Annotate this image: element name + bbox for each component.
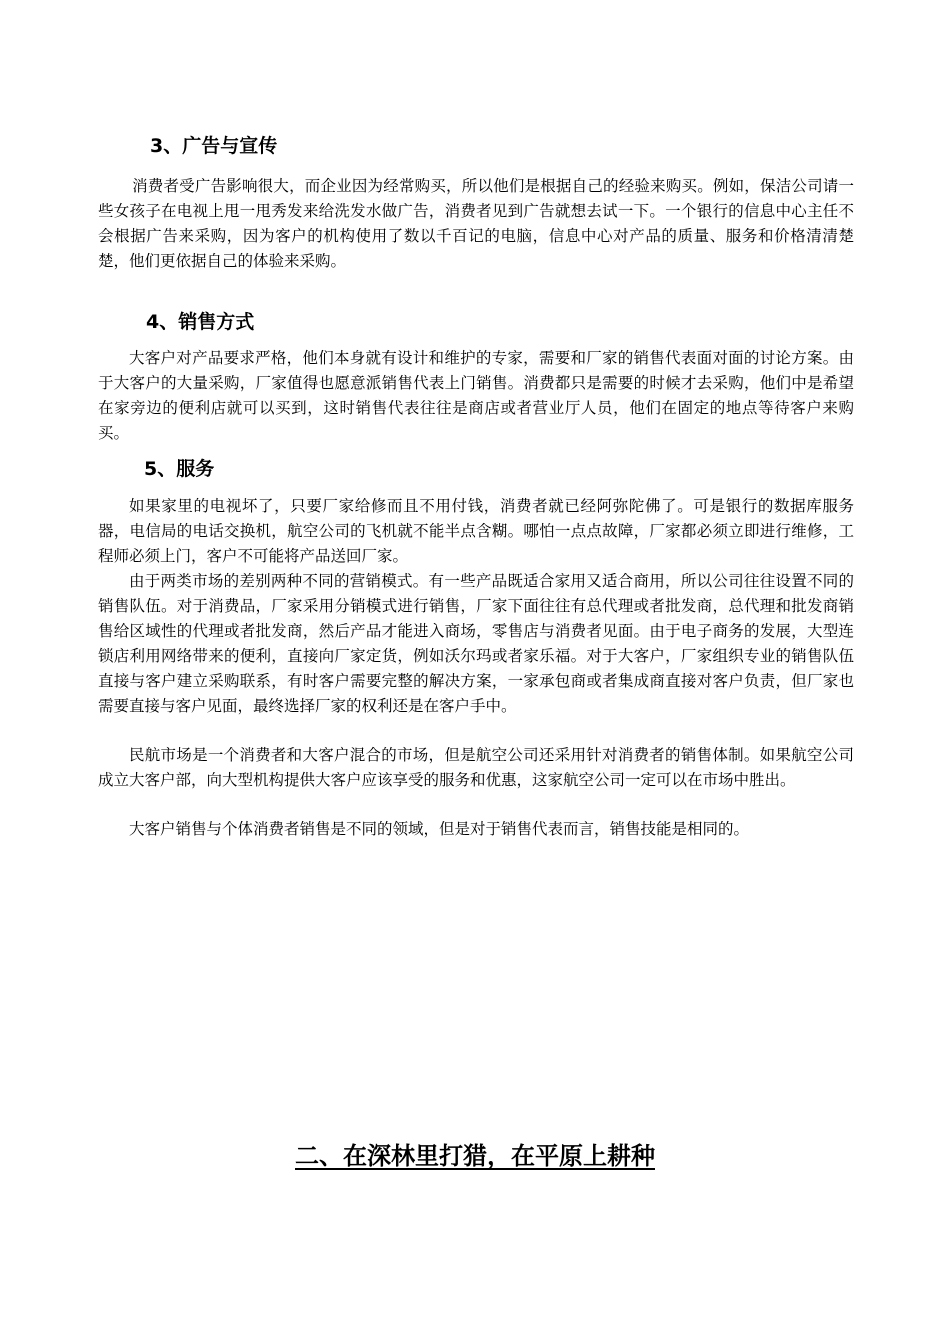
paragraph-service-2: 由于两类市场的差别两种不同的营销模式。有一些产品既适合家用又适合商用，所以公司往往设置不同的销售队伍。对于消费品，厂家采用分销模式进行销售，厂家下面往往有总代理或者批发商，总代理和批发商销售给区域性的代理或者批发商，然后产品才能进入商场，零售店与消费者见面。由于电子商务的发展，大型连锁店利用网络带来的便利，直接向厂家定货，例如沃尔玛或者家乐福。对于大客户，厂家组织专业的销售队伍直接与客户建立采购联系，有时客户需要完整的解决方案，一家承包商或者集成商直接对客户负责，但厂家也需要直接与客户见面，最终选择厂家的权利还是在客户手中。 [98, 572, 854, 715]
chapter-title-text: 二、在深林里打猎，在平原上耕种 [295, 1142, 655, 1170]
paragraph-service-1: 如果家里的电视坏了，只要厂家给修而且不用付钱，消费者就已经阿弥陀佛了。可是银行的数据库服务器，电信局的电话交换机，航空公司的飞机就不能半点含糊。哪怕一点点故障，厂家都必须立即进行维修，工程师必须上门，客户不可能将产品送回厂家。 [98, 497, 854, 565]
section-heading-advertising: 3、广告与宣传 [150, 135, 278, 157]
paragraph-advertising: 消费者受广告影响很大，而企业因为经常购买，所以他们是根据自己的经验来购买。例如，保洁公司请一些女孩子在电视上甩一甩秀发来给洗发水做广告，消费者见到广告就想去试一下。一个银行的信息中心主任不会根据广告来采购，因为客户的机构使用了数以千百记的电脑，信息中心对产品的质量、服务和价格清清楚楚，他们更依据自己的体验来采购。 [98, 177, 854, 270]
paragraph-service-4: 大客户销售与个体消费者销售是不同的领域，但是对于销售代表而言，销售技能是相同的。 [129, 820, 750, 838]
section-heading-service: 5、服务 [144, 458, 215, 480]
section-heading-sales-method: 4、销售方式 [146, 311, 255, 333]
chapter-title [0, 1140, 950, 1172]
paragraph-service-3: 民航市场是一个消费者和大客户混合的市场，但是航空公司还采用针对消费者的销售体制。如果航空公司成立大客户部，向大型机构提供大客户应该享受的服务和优惠，这家航空公司一定可以在市场中胜出。 [98, 746, 854, 789]
paragraph-sales-method: 大客户对产品要求严格，他们本身就有设计和维护的专家，需要和厂家的销售代表面对面的讨论方案。由于大客户的大量采购，厂家值得也愿意派销售代表上门销售。消费都只是需要的时候才去采购，他们中是希望在家旁边的便利店就可以买到，这时销售代表往往是商店或者营业厅人员，他们在固定的地点等待客户来购买。 [98, 349, 854, 442]
